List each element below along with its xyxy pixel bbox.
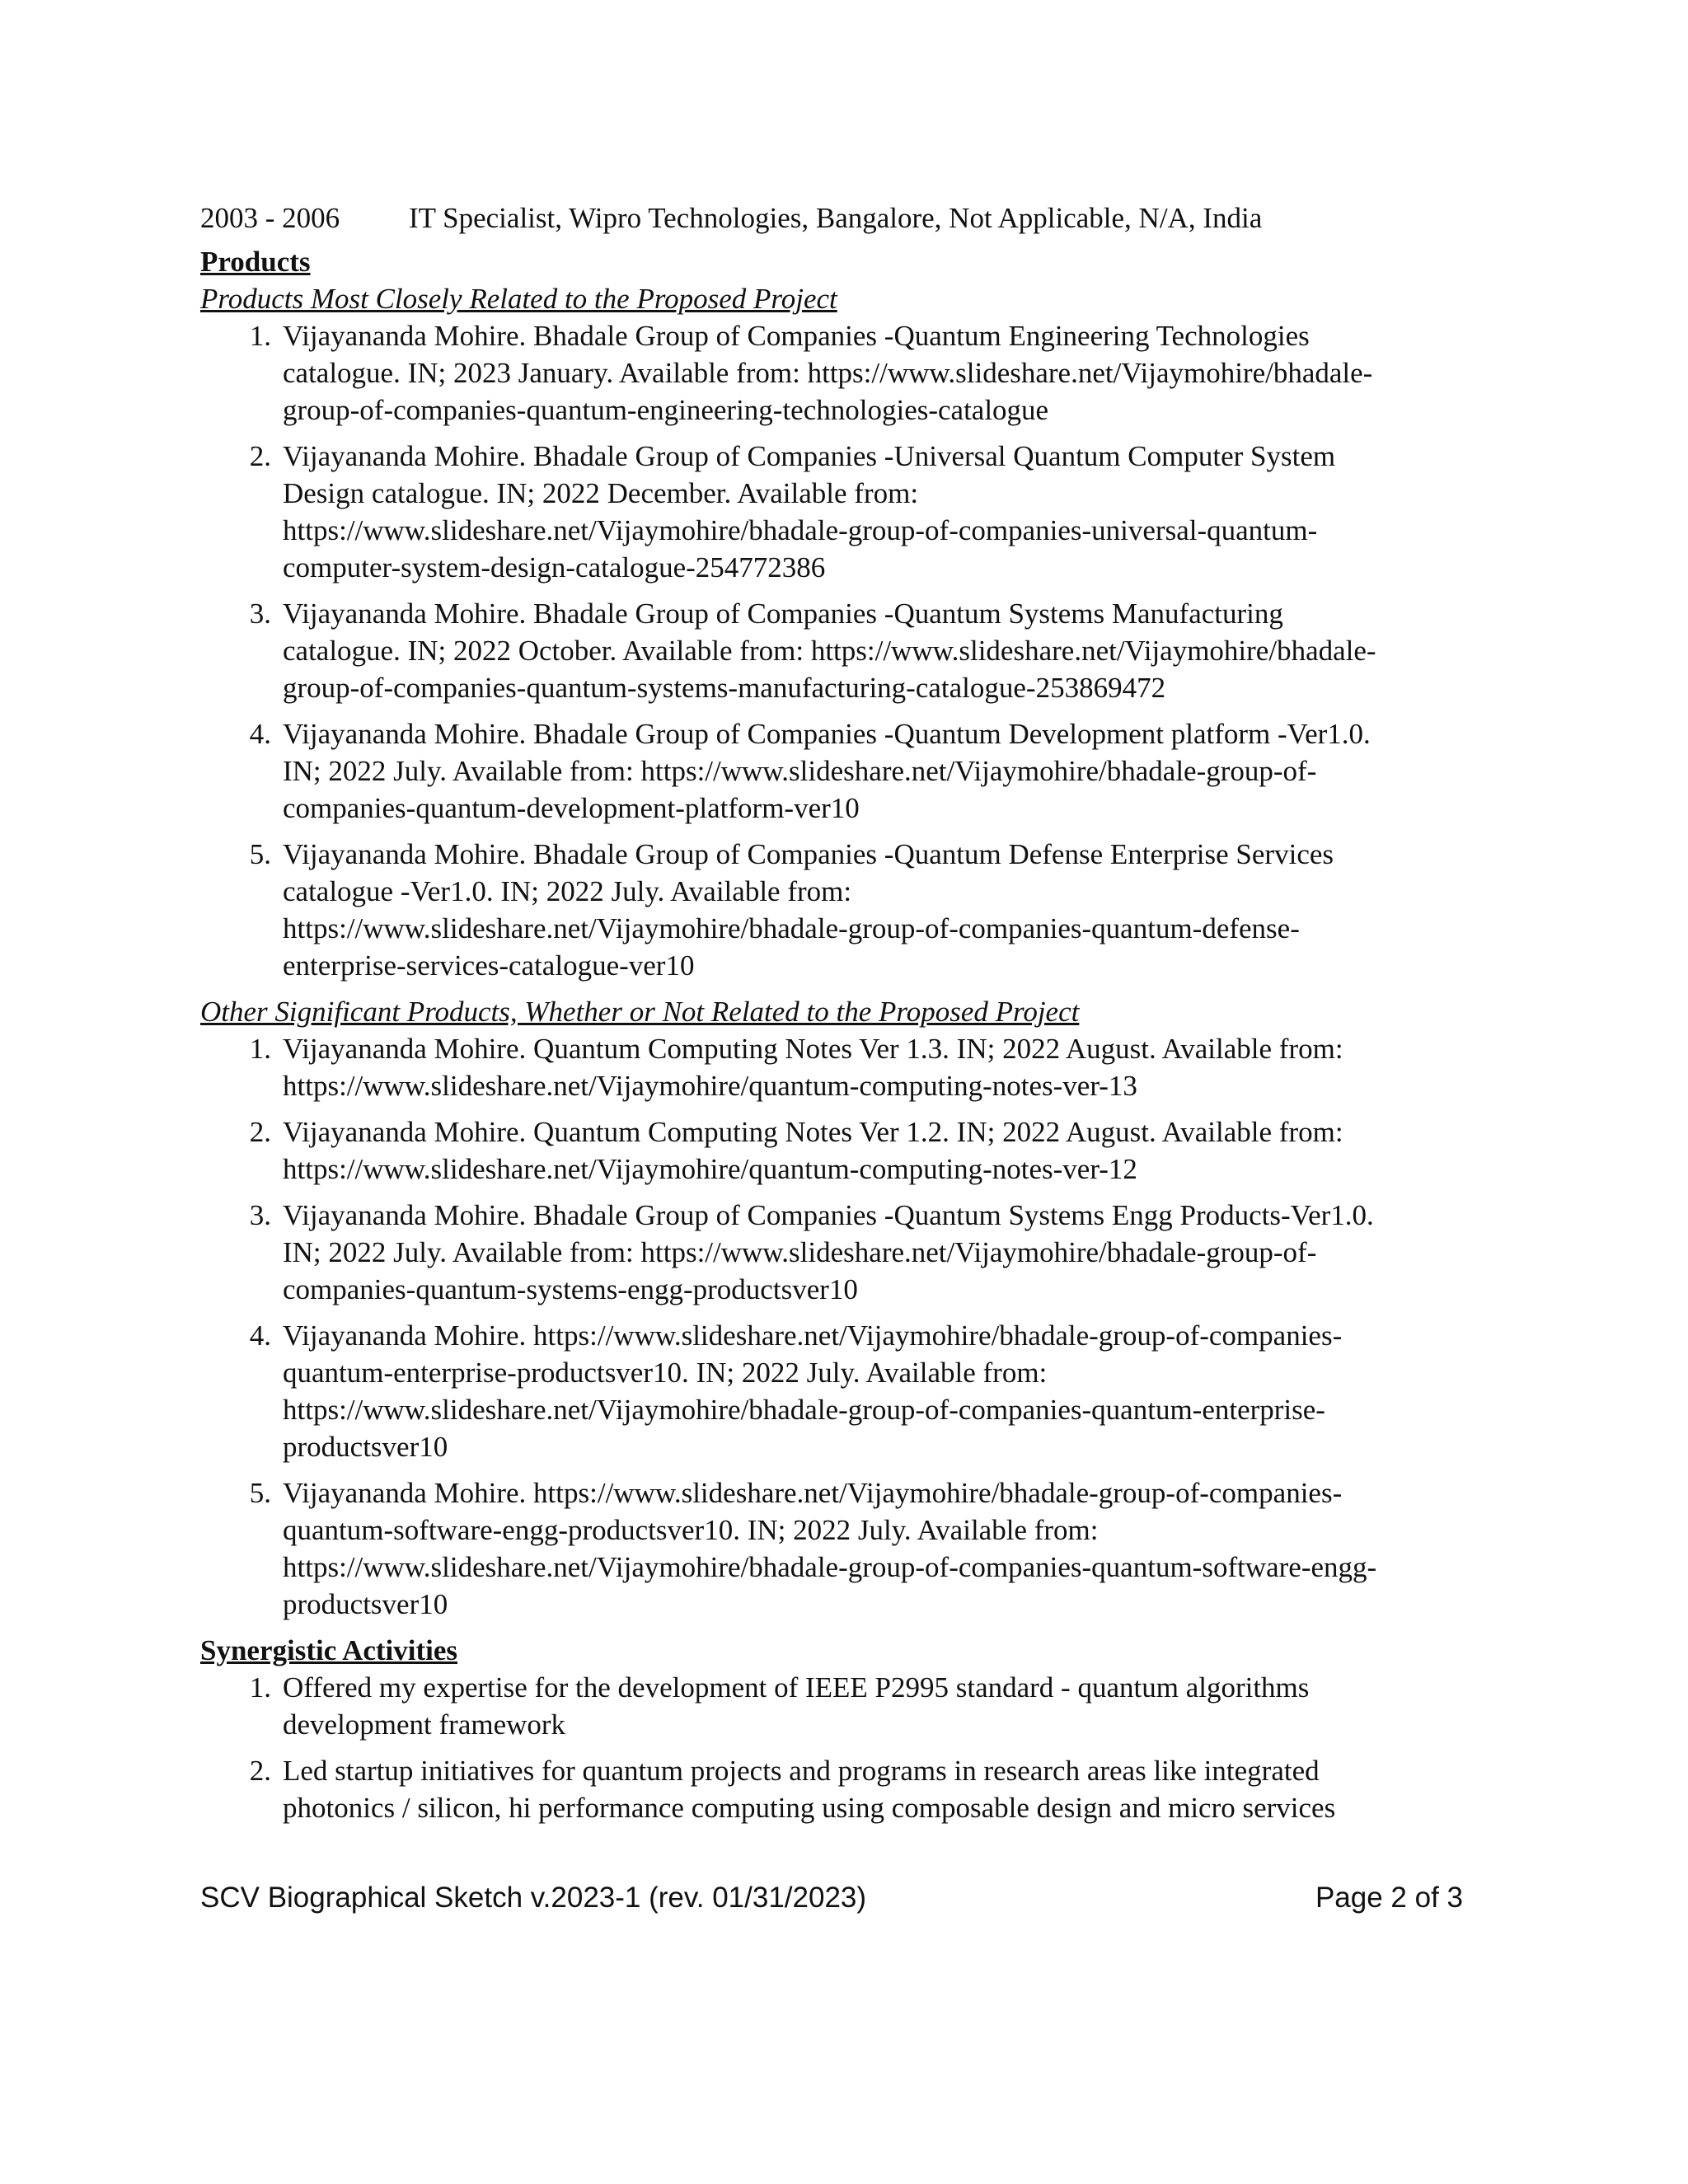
related-products-subheading: Products Most Closely Related to the Proposed Project <box>200 283 837 315</box>
appointment-row <box>200 199 1519 237</box>
footer-document-title: SCV Biographical Sketch v.2023-1 (rev. 01/31/2023) <box>200 1882 867 1914</box>
list-item <box>200 1669 1519 1743</box>
list-number: 2. <box>249 440 271 472</box>
list-item <box>200 317 1519 429</box>
list-text: Led startup initiatives for quantum projects and programs in research areas like integrated photonics / silicon, hi performance computing using composable design and micro services <box>283 1755 1336 1824</box>
list-text: Vijayananda Mohire. Bhadale Group of Companies -Quantum Defense Enterprise Services catalogue -Ver1.0. IN; 2022 July. Available from: https://www.slideshare.net/Vijaymohire/bhadale-group-of-companies-quantum-defense- enterprise-services-catalogue-ver10 <box>283 838 1334 982</box>
list-item <box>200 715 1519 827</box>
page-footer <box>200 1879 1463 1916</box>
list-text: Vijayananda Mohire. Bhadale Group of Companies -Quantum Systems Engg Products-Ver1.0. IN; 2022 July. Available from: https://www.slideshare.net/Vijaymohire/bhadale-group-of- companies-quantum-systems-engg-productsver10 <box>283 1199 1374 1305</box>
list-number: 4. <box>249 718 271 750</box>
list-number: 1. <box>249 1671 271 1704</box>
list-item <box>200 595 1519 706</box>
list-item <box>200 438 1519 586</box>
list-number: 4. <box>249 1319 271 1352</box>
list-text: Vijayananda Mohire. Bhadale Group of Companies -Universal Quantum Computer System Design catalogue. IN; 2022 December. Available from: https://www.slideshare.net/Vijaymohire/bhadale-group-of-companies-universal-quantum- computer-system-design-catalogue-254772386 <box>283 440 1336 583</box>
document-body <box>200 199 1519 1835</box>
list-text: Vijayananda Mohire. https://www.slideshare.net/Vijaymohire/bhadale-group-of-companies- quantum-enterprise-productsver10. IN; 2022 July. Available from: https://www.slideshare.net/Vijaymohire/bhadale-group-of-companies-quantum-enterprise- productsver10 <box>283 1319 1343 1463</box>
other-products-list <box>200 1030 1519 1623</box>
list-item <box>200 1197 1519 1308</box>
list-item <box>200 1317 1519 1465</box>
list-text: Vijayananda Mohire. Bhadale Group of Companies -Quantum Development platform -Ver1.0. IN; 2022 July. Available from: https://www.slideshare.net/Vijaymohire/bhadale-group-of- companies-quantum-development-platform-ver10 <box>283 718 1371 824</box>
synergistic-list <box>200 1669 1519 1826</box>
list-text: Vijayananda Mohire. Quantum Computing Notes Ver 1.2. IN; 2022 August. Available from: https://www.slideshare.net/Vijaymohire/quantum-computing-notes-ver-12 <box>283 1116 1343 1185</box>
list-number: 3. <box>249 598 271 630</box>
list-number: 5. <box>249 838 271 870</box>
list-text: Offered my expertise for the development of IEEE P2995 standard - quantum algorithms development framework <box>283 1671 1310 1741</box>
list-item <box>200 1113 1519 1188</box>
list-text: Vijayananda Mohire. Quantum Computing Notes Ver 1.3. IN; 2022 August. Available from: https://www.slideshare.net/Vijaymohire/quantum-computing-notes-ver-13 <box>283 1033 1343 1102</box>
list-text: Vijayananda Mohire. Bhadale Group of Companies -Quantum Engineering Technologies catalogue. IN; 2023 January. Available from: https://www.slideshare.net/Vijaymohire/bhadale- group-of-companies-quantum-engineering-technologies-catalogue <box>283 320 1373 426</box>
list-number: 5. <box>249 1477 271 1509</box>
appointment-description: IT Specialist, Wipro Technologies, Bangalore, Not Applicable, N/A, India <box>409 202 1263 234</box>
list-item <box>200 836 1519 984</box>
list-number: 1. <box>249 1033 271 1065</box>
footer-page-number: Page 2 of 3 <box>1315 1882 1463 1914</box>
list-item <box>200 1474 1519 1623</box>
list-text: Vijayananda Mohire. https://www.slideshare.net/Vijaymohire/bhadale-group-of-companies- quantum-software-engg-productsver10. IN; 2022 July. Available from: https://www.slideshare.net/Vijaymohire/bhadale-group-of-companies-quantum-software-engg- productsver10 <box>283 1477 1377 1620</box>
other-products-subheading: Other Significant Products, Whether or Not Related to the Proposed Project <box>200 996 1080 1028</box>
list-text: Vijayananda Mohire. Bhadale Group of Companies -Quantum Systems Manufacturing catalogue. IN; 2022 October. Available from: https://www.slideshare.net/Vijaymohire/bhadale- group-of-companies-quantum-systems-manufacturing-catalogue-253869472 <box>283 598 1376 704</box>
list-item <box>200 1030 1519 1104</box>
related-products-list <box>200 317 1519 984</box>
appointment-years: 2003 - 2006 <box>200 202 340 234</box>
synergistic-heading: Synergistic Activities <box>200 1634 458 1666</box>
list-number: 2. <box>249 1116 271 1148</box>
list-item <box>200 1752 1519 1826</box>
list-number: 3. <box>249 1199 271 1231</box>
list-number: 1. <box>249 320 271 352</box>
products-heading: Products <box>200 246 311 278</box>
list-number: 2. <box>249 1755 271 1787</box>
